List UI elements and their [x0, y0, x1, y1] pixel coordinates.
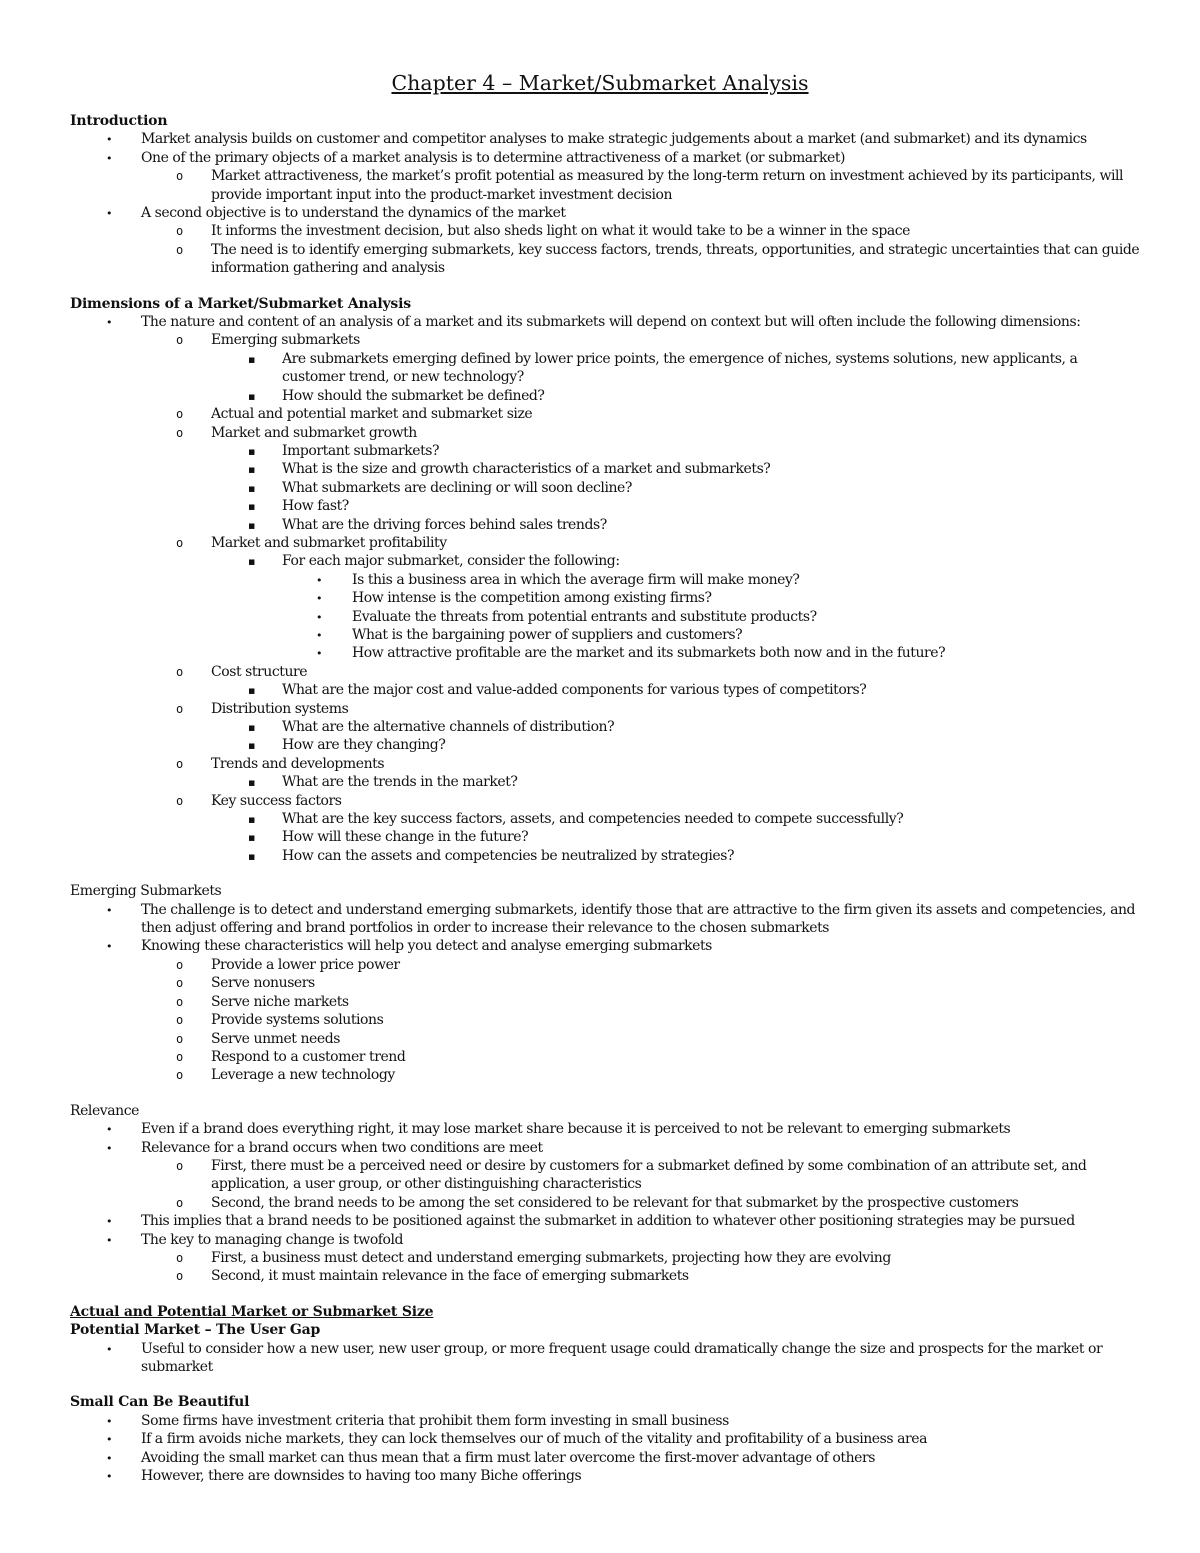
square-bullet-icon — [248, 828, 255, 847]
section-heading: Actual and Potential Market or Submarket Size — [70, 1303, 434, 1320]
bullet-icon — [316, 589, 322, 608]
square-bullet-icon — [248, 442, 255, 461]
list-item: o Second, it must maintain relevance in the face of emerging submarkets — [70, 1267, 1140, 1285]
circle-bullet-icon — [176, 755, 183, 773]
bullet-icon — [106, 1231, 112, 1250]
list-item: o First, a business must detect and understand emerging submarkets, projecting how they are evolving — [70, 1249, 1140, 1267]
list-item: o Provide a lower price power — [70, 956, 1140, 974]
bullet-list — [70, 1412, 1140, 1486]
list-item: o Serve niche markets — [70, 993, 1140, 1011]
bullet-list — [70, 130, 1140, 277]
section-heading: Small Can Be Beautiful — [70, 1394, 250, 1411]
list-item: • Is this a business area in which the average firm will make money? — [70, 571, 1140, 589]
section-heading: Emerging Submarkets — [70, 883, 222, 900]
circle-bullet-icon — [176, 331, 183, 349]
bullet-icon — [106, 1120, 112, 1139]
square-bullet-icon — [248, 387, 255, 406]
list-item: o Market and submarket growth — [70, 424, 1140, 442]
circle-bullet-icon — [176, 1267, 183, 1285]
list-item: o Cost structure — [70, 663, 1140, 681]
list-item: o Distribution systems — [70, 700, 1140, 718]
circle-bullet-icon — [176, 1011, 183, 1029]
circle-bullet-icon — [176, 534, 183, 552]
bullet-icon — [106, 937, 112, 956]
list-item: o It informs the investment decision, but also sheds light on what it would take to be a winner in the space — [70, 222, 1140, 240]
circle-bullet-icon — [176, 792, 183, 810]
bullet-icon — [106, 204, 112, 223]
list-item: ▪ What are the driving forces behind sales trends? — [70, 516, 1140, 534]
list-item: • If a firm avoids niche markets, they can lock themselves our of much of the vitality and profitability of a business area — [70, 1430, 1140, 1448]
list-item: ▪ Are submarkets emerging defined by lower price points, the emergence of niches, systems solutions, new applicants, a customer trend, or new technology? — [70, 350, 1140, 387]
list-item: ▪ What submarkets are declining or will soon decline? — [70, 479, 1140, 497]
square-bullet-icon — [248, 773, 255, 792]
list-item: • A second objective is to understand the dynamics of the market — [70, 204, 1140, 222]
list-item: • Some firms have investment criteria that prohibit them form investing in small business — [70, 1412, 1140, 1430]
circle-bullet-icon — [176, 1194, 183, 1212]
list-item: • How attractive profitable are the market and its submarkets both now and in the future? — [70, 644, 1140, 662]
list-item: o Market attractiveness, the market’s profit potential as measured by the long-term return on investment achieved by its participants, will provide important input into the product-market investment decision — [70, 167, 1140, 204]
circle-bullet-icon — [176, 424, 183, 442]
bullet-icon — [106, 1449, 112, 1468]
bullet-icon — [316, 608, 322, 627]
circle-bullet-icon — [176, 700, 183, 718]
list-item: ▪ What are the major cost and value-added components for various types of competitors? — [70, 681, 1140, 699]
circle-bullet-icon — [176, 993, 183, 1011]
bullet-icon — [106, 901, 112, 920]
square-bullet-icon — [248, 847, 255, 866]
list-item: o The need is to identify emerging submarkets, key success factors, trends, threats, opportunities, and strategic uncertainties that can guide information gathering and analysis — [70, 241, 1140, 278]
square-bullet-icon — [248, 497, 255, 516]
bullet-icon — [106, 1139, 112, 1158]
section-small-can-be-beautiful — [70, 1393, 1140, 1485]
circle-bullet-icon — [176, 1048, 183, 1066]
bullet-icon — [106, 130, 112, 149]
list-item: o Provide systems solutions — [70, 1011, 1140, 1029]
circle-bullet-icon — [176, 663, 183, 681]
bullet-list — [70, 313, 1140, 865]
bullet-icon — [316, 626, 322, 645]
square-bullet-icon — [248, 516, 255, 535]
list-item: o Serve nonusers — [70, 974, 1140, 992]
bullet-icon — [106, 1412, 112, 1431]
document-body — [70, 112, 1140, 1485]
circle-bullet-icon — [176, 1066, 183, 1084]
section-dimensions — [70, 295, 1140, 866]
square-bullet-icon — [248, 552, 255, 571]
circle-bullet-icon — [176, 974, 183, 992]
circle-bullet-icon — [176, 956, 183, 974]
square-bullet-icon — [248, 681, 255, 700]
list-item: • How intense is the competition among existing firms? — [70, 589, 1140, 607]
list-item: • Useful to consider how a new user, new user group, or more frequent usage could dramatically change the size and prospects for the market or submarket — [70, 1340, 1140, 1377]
section-heading: Introduction — [70, 113, 168, 129]
circle-bullet-icon — [176, 405, 183, 423]
circle-bullet-icon — [176, 222, 183, 240]
section-heading: Relevance — [70, 1102, 139, 1119]
square-bullet-icon — [248, 479, 255, 498]
list-item: • Knowing these characteristics will help you detect and analyse emerging submarkets — [70, 937, 1140, 955]
section-emerging-submarkets — [70, 882, 1140, 1084]
list-item: ▪ What are the key success factors, assets, and competencies needed to compete successfully? — [70, 810, 1140, 828]
list-item: ▪ How should the submarket be defined? — [70, 387, 1140, 405]
circle-bullet-icon — [176, 167, 183, 185]
list-item: • The challenge is to detect and understand emerging submarkets, identify those that are attractive to the firm given its assets and competencies, and then adjust offering and brand portfolios in order to increase their relevance to the chosen submarkets — [70, 901, 1140, 938]
bullet-icon — [106, 1340, 112, 1359]
list-item: • The nature and content of an analysis of a market and its submarkets will depend on context but will often include the following dimensions: — [70, 313, 1140, 331]
list-item: o Key success factors — [70, 792, 1140, 810]
bullet-icon — [106, 1212, 112, 1231]
list-item: ▪ What is the size and growth characteristics of a market and submarkets? — [70, 460, 1140, 478]
list-item: • Even if a brand does everything right, it may lose market share because it is perceived to not be relevant to emerging submarkets — [70, 1120, 1140, 1138]
circle-bullet-icon — [176, 241, 183, 259]
circle-bullet-icon — [176, 1249, 183, 1267]
list-item: ▪ How fast? — [70, 497, 1140, 515]
list-item: ▪ For each major submarket, consider the following: — [70, 552, 1140, 570]
bullet-icon — [106, 1430, 112, 1449]
square-bullet-icon — [248, 736, 255, 755]
square-bullet-icon — [248, 350, 255, 369]
list-item: • What is the bargaining power of suppliers and customers? — [70, 626, 1140, 644]
list-item: o First, there must be a perceived need or desire by customers for a submarket defined by some combination of an attribute set, and application, a user group, or other distinguishing characteristics — [70, 1157, 1140, 1194]
circle-bullet-icon — [176, 1157, 183, 1175]
list-item: o Trends and developments — [70, 755, 1140, 773]
circle-bullet-icon — [176, 1030, 183, 1048]
list-item: o Respond to a customer trend — [70, 1048, 1140, 1066]
list-item: ▪ What are the alternative channels of distribution? — [70, 718, 1140, 736]
subsection-heading: Potential Market – The User Gap — [70, 1322, 321, 1339]
list-item: ▪ Important submarkets? — [70, 442, 1140, 460]
bullet-icon — [316, 571, 322, 590]
list-item: • This implies that a brand needs to be positioned against the submarket in addition to whatever other positioning strategies may be pursued — [70, 1212, 1140, 1230]
list-item: o Market and submarket profitability — [70, 534, 1140, 552]
list-item: • However, there are downsides to having too many Biche offerings — [70, 1467, 1140, 1485]
bullet-icon — [106, 149, 112, 168]
list-item: • Relevance for a brand occurs when two conditions are meet — [70, 1139, 1140, 1157]
square-bullet-icon — [248, 460, 255, 479]
page-title: Chapter 4 – Market/Submarket Analysis — [391, 71, 809, 95]
list-item: • The key to managing change is twofold — [70, 1231, 1140, 1249]
square-bullet-icon — [248, 718, 255, 737]
section-market-size — [70, 1303, 1140, 1377]
bullet-list — [70, 901, 1140, 1085]
list-item: ▪ How will these change in the future? — [70, 828, 1140, 846]
list-item: ▪ What are the trends in the market? — [70, 773, 1140, 791]
square-bullet-icon — [248, 810, 255, 829]
list-item: o Serve unmet needs — [70, 1030, 1140, 1048]
list-item: • Market analysis builds on customer and competitor analyses to make strategic judgements about a market (and submarket) and its dynamics — [70, 130, 1140, 148]
section-heading: Dimensions of a Market/Submarket Analysis — [70, 295, 411, 312]
list-item: o Leverage a new technology — [70, 1066, 1140, 1084]
bullet-list — [70, 1340, 1140, 1377]
bullet-icon — [316, 644, 322, 663]
list-item: • One of the primary objects of a market analysis is to determine attractiveness of a market (or submarket) — [70, 149, 1140, 167]
list-item: o Second, the brand needs to be among the set considered to be relevant for that submarket by the prospective customers — [70, 1194, 1140, 1212]
list-item: o Actual and potential market and submarket size — [70, 405, 1140, 423]
list-item: o Emerging submarkets — [70, 331, 1140, 349]
list-item: ▪ How are they changing? — [70, 736, 1140, 754]
section-introduction — [70, 112, 1140, 278]
bullet-icon — [106, 313, 112, 332]
list-item: • Evaluate the threats from potential entrants and substitute products? — [70, 608, 1140, 626]
section-relevance — [70, 1102, 1140, 1286]
bullet-icon — [106, 1467, 112, 1486]
list-item: • Avoiding the small market can thus mean that a firm must later overcome the first-mover advantage of others — [70, 1449, 1140, 1467]
bullet-list — [70, 1120, 1140, 1286]
list-item: ▪ How can the assets and competencies be neutralized by strategies? — [70, 847, 1140, 865]
